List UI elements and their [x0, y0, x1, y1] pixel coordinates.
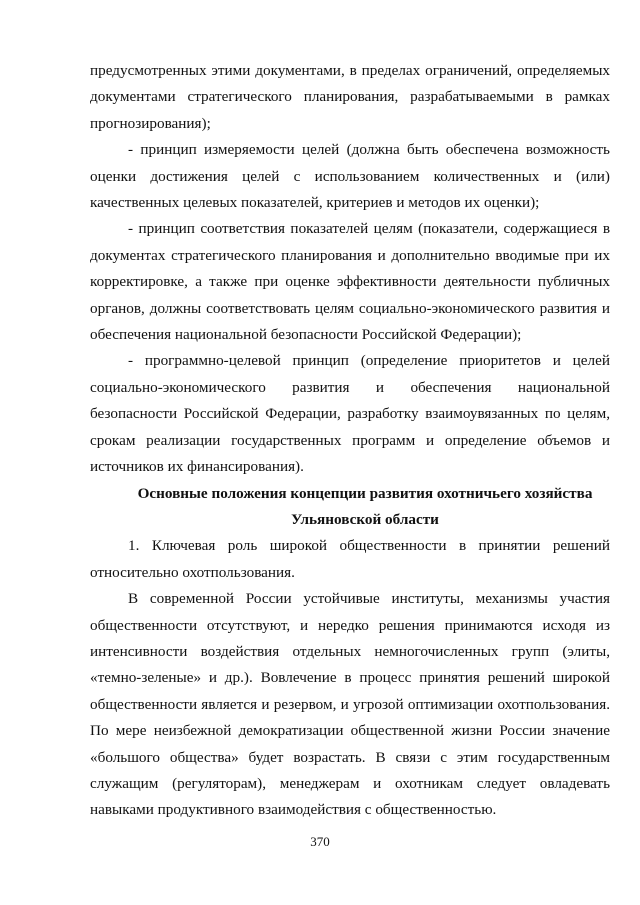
- section-heading: Основные положения концепции развития охотничьего хозяйства Ульяновской области: [137, 484, 593, 528]
- paragraph-key-role: 1. Ключевая роль широкой общественности в принятии решений относительно охотпользования.: [90, 537, 610, 581]
- paragraph-measurability-principle: - принцип измеряемости целей (должна быть обеспечена возможность оценки достижения целей с использованием количественных и (или) качественных целевых показателей, критериев и методов их оценки);: [90, 141, 610, 212]
- paragraph-indicator-principle: - принцип соответствия показателей целям (показатели, содержащиеся в документах стратегического планирования и дополнительно вводимые при их корректировке, а также при оценке эффективности деятельности публичных органов, должны соответствовать целям социально-экономического развития и обеспечения национальной безопасности Российской Федерации);: [90, 220, 610, 344]
- paragraph-continuation: предусмотренных этими документами, в пределах ограничений, определяемых документами стратегического планирования, разрабатываемыми в рамках прогнозирования);: [90, 62, 610, 132]
- paragraph-modern-russia: В современной России устойчивые институты, механизмы участия общественности отсутствуют, и нередко решения принимаются исходя из интенсивности воздействия отдельных немногочисленных групп (элиты, «темно-зеленые» и др.). Вовлечение в процесс принятия решений широкой общественности является и резервом, и угрозой оптимизации охотпользования. По мере неизбежной демократизации общественной жизни России значение «большого общества» будет возрастать. В связи с этим государственным служащим (регуляторам), менеджерам и охотникам следует овладевать навыками продуктивного взаимодействия с общественностью.: [90, 590, 610, 819]
- document-page: [90, 58, 610, 824]
- page-number: 370: [310, 834, 330, 849]
- paragraph-program-principle: - программно-целевой принцип (определение приоритетов и целей социально-экономического развития и обеспечения национальной безопасности Российской Федерации, разработку взаимоувязанных по целям, срокам реализации государственных программ и определение объемов и источников их финансирования).: [90, 352, 610, 476]
